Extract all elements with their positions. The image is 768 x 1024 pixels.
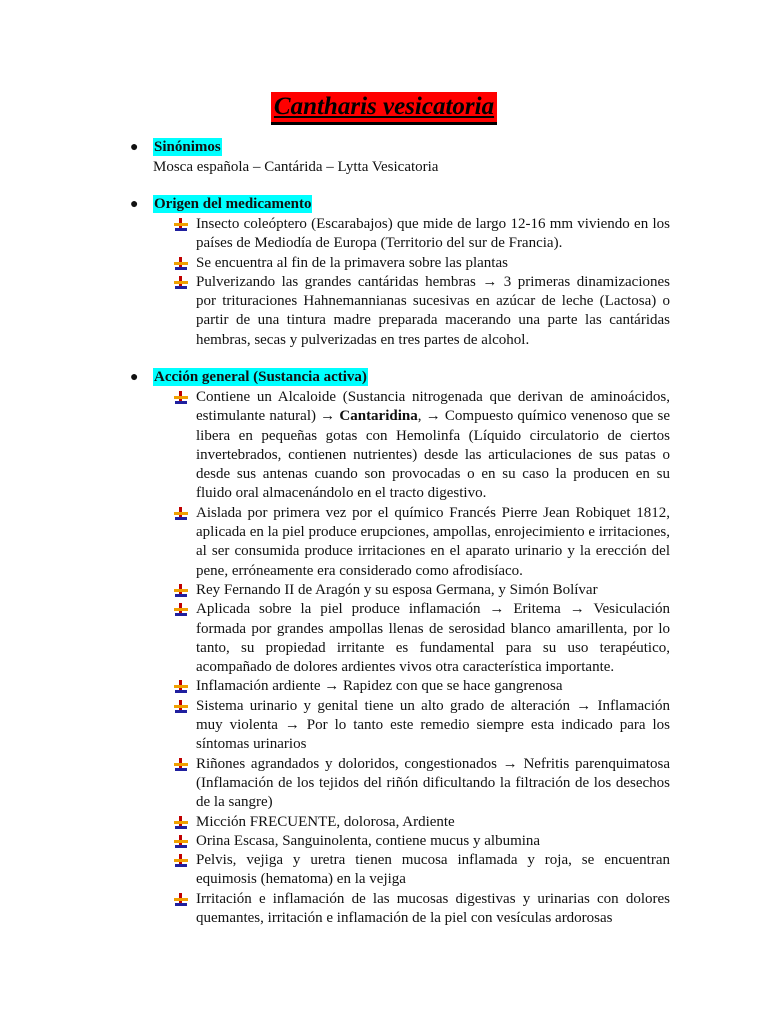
list-item (196, 813, 670, 832)
colored-bar-bullet-icon (174, 893, 188, 906)
round-bullet-icon: ● (130, 140, 139, 155)
list-item-text: Irritación e inflamación de las mucosas digestivas y urinarias con dolores quemantes, irritación e inflamación de la piel con vesículas ardorosas (196, 890, 670, 927)
section-origen (130, 195, 670, 350)
action-list (130, 388, 670, 928)
colored-bar-bullet-icon (174, 276, 188, 289)
section-sinonimos (130, 138, 670, 177)
list-item-text: Riñones agrandados y doloridos, congestionados → Nefritis parenquimatosa (Inflamación de los tejidos del riñón dificultando la filtración de los desechos de la sangre) (196, 755, 670, 811)
section-heading: Origen del medicamento (154, 196, 312, 212)
colored-bar-bullet-icon (174, 835, 188, 848)
colored-bar-bullet-icon (174, 816, 188, 829)
section-heading-row (130, 195, 670, 215)
list-item (196, 755, 670, 813)
list-item (196, 697, 670, 755)
colored-bar-bullet-icon (174, 257, 188, 270)
colored-bar-bullet-icon (174, 603, 188, 616)
list-item (196, 600, 670, 677)
list-item (196, 677, 670, 696)
list-item-text: Aislada por primera vez por el químico Francés Pierre Jean Robiquet 1812, aplicada en la piel produce erupciones, ampollas, enrojecimiento e irritaciones, al ser consumida produce irritaciones en el aparato urinario y la erección del pene, erróneamente era considerado como afrodisíaco. (196, 504, 670, 579)
colored-bar-bullet-icon (174, 218, 188, 231)
list-item (196, 851, 670, 890)
list-item-text: Pulverizando las grandes cantáridas hembras → 3 primeras dinamizaciones por trituraciones Hahnemannianas sucesivas en azúcar de leche (Lactosa) o partir de una tintura madre preparada macerando una parte las cantáridas hembras, secas y pulverizadas en tres partes de alcohol. (196, 273, 670, 348)
colored-bar-bullet-icon (174, 507, 188, 520)
list-item-text: Se encuentra al fin de la primavera sobre las plantas (196, 254, 508, 271)
section-heading-row (130, 368, 670, 388)
round-bullet-icon: ● (130, 197, 139, 212)
list-item (196, 581, 670, 600)
list-item (196, 504, 670, 581)
list-item (196, 273, 670, 350)
list-item (196, 215, 670, 254)
colored-bar-bullet-icon (174, 700, 188, 713)
list-item-text: Inflamación ardiente → Rapidez con que se hace gangrenosa (196, 678, 563, 695)
section-heading: Sinónimos (154, 139, 221, 155)
list-item-text: Sistema urinario y genital tiene un alto grado de alteración → Inflamación muy violenta → Por lo tanto este remedio siempre esta indicado para los síntomas urinarios (196, 697, 670, 753)
list-item-text: Micción FRECUENTE, dolorosa, Ardiente (196, 813, 455, 830)
colored-bar-bullet-icon (174, 391, 188, 404)
section-accion-general (130, 368, 670, 928)
round-bullet-icon: ● (130, 370, 139, 385)
section-heading: Acción general (Sustancia activa) (154, 369, 367, 385)
document-title: Cantharis vesicatoria (271, 92, 497, 125)
title-container (0, 92, 768, 125)
colored-bar-bullet-icon (174, 680, 188, 693)
list-item (196, 254, 670, 273)
bold-term: Cantaridina (339, 408, 418, 425)
list-item (196, 832, 670, 851)
list-item (196, 890, 670, 929)
list-item-text: Insecto coleóptero (Escarabajos) que mide de largo 12-16 mm viviendo en los países de Mediodía de Europa (Territorio del sur de Francia). (196, 216, 670, 252)
list-item (196, 388, 670, 504)
list-item-text: Rey Fernando II de Aragón y su esposa Germana, y Simón Bolívar (196, 581, 598, 598)
list-item-text: Pelvis, vejiga y uretra tienen mucosa inflamada y roja, se encuentran equimosis (hematoma) en la vejiga (196, 852, 670, 888)
list-item-text: Contiene un Alcaloide (Sustancia nitrogenada que derivan de aminoácidos, estimulante natural) → Cantaridina, → Compuesto químico venenoso que se libera en pequeñas gotas con Hemolinfa (Líquido circulatorio de ciertos invertebrados, contienen nutrientes) desde las articulaciones de sus patas o desde sus antenas cuando son provocadas o en su caso la producen en su fluido oral almacenándolo en el tracto digestivo. (196, 389, 670, 502)
colored-bar-bullet-icon (174, 584, 188, 597)
colored-bar-bullet-icon (174, 854, 188, 867)
origin-list (130, 215, 670, 350)
section-heading-row (130, 138, 670, 158)
synonyms-text: Mosca española – Cantárida – Lytta Vesicatoria (153, 159, 439, 175)
list-item-text: Aplicada sobre la piel produce inflamación → Eritema → Vesiculación formada por grandes ampollas llenas de serosidad blanco amarillenta, por lo tanto, su propiedad irritante es fundamental para su uso terapéutico, acompañado de dolores ardientes vivos otra característica importante. (196, 601, 670, 676)
colored-bar-bullet-icon (174, 758, 188, 771)
list-item-text: Orina Escasa, Sanguinolenta, contiene mucus y albumina (196, 832, 541, 849)
